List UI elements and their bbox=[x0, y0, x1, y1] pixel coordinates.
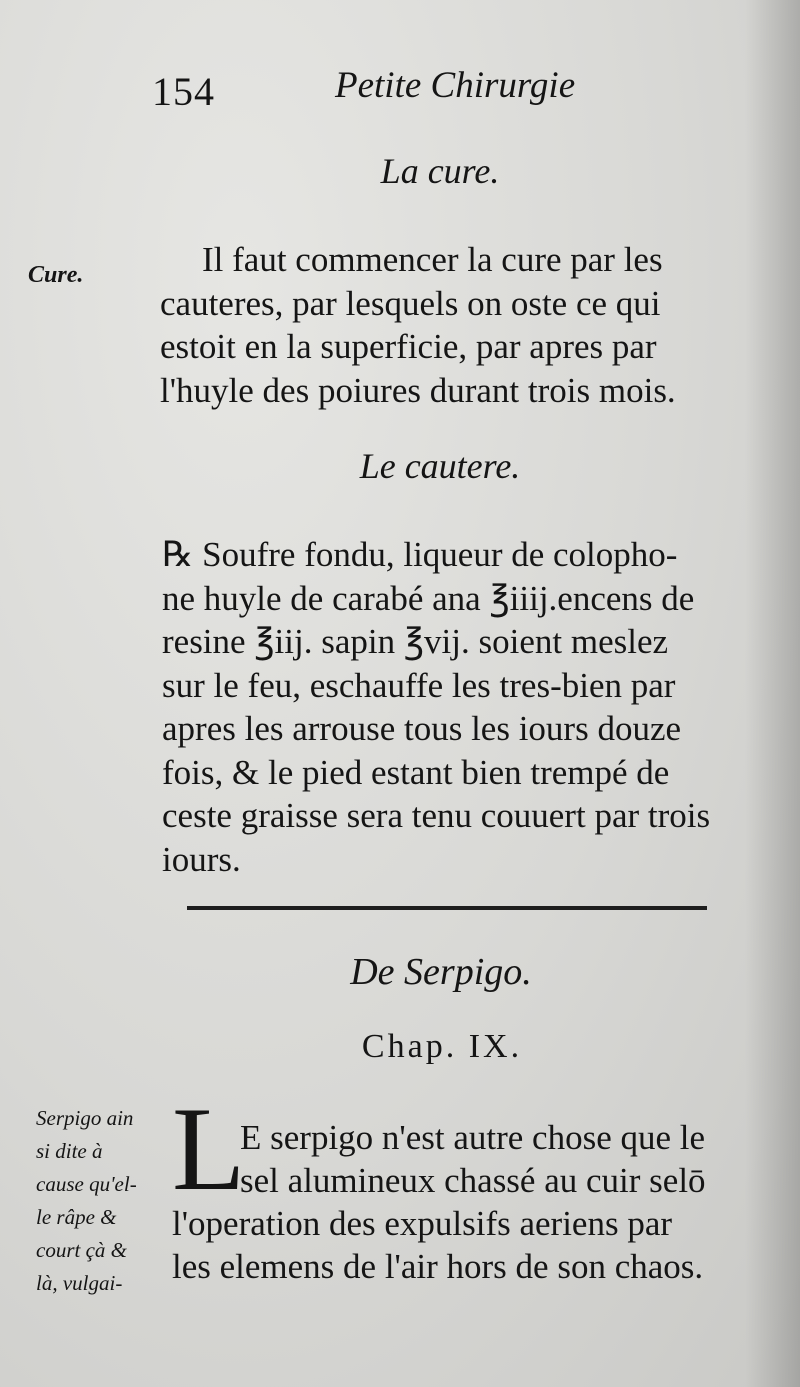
text-line: Il faut commencer la cure par les bbox=[202, 240, 663, 279]
page-number: 154 bbox=[152, 69, 215, 114]
text-line: estoit en la superficie, par apres par bbox=[160, 327, 657, 366]
text-line: ceste graisse sera tenu couuert par trois bbox=[162, 796, 711, 835]
side-note-serpigo bbox=[36, 1102, 137, 1300]
section-heading-cautere: Le cautere. bbox=[359, 446, 521, 486]
running-title: Petite Chirurgie bbox=[335, 65, 576, 106]
chapter-title: De Serpigo. bbox=[350, 951, 532, 993]
side-note-line: court çà & bbox=[36, 1238, 127, 1262]
text-line: cauteres, par lesquels on oste ce qui bbox=[160, 283, 661, 323]
text-line: ne huyle de carabé ana ℥iiij.encens de bbox=[162, 578, 695, 618]
side-note-line: le râpe & bbox=[36, 1205, 117, 1229]
side-note-line: si dite à bbox=[36, 1139, 103, 1163]
text-line: resine ℥iij. sapin ℥vij. soient meslez bbox=[162, 622, 669, 661]
horizontal-rule bbox=[187, 906, 707, 910]
text-line: sel alumineux chassé au cuir selō bbox=[240, 1161, 706, 1200]
paragraph-cure bbox=[160, 238, 676, 412]
text-line: les elemens de l'air hors de son chaos. bbox=[172, 1247, 704, 1286]
text-line: E serpigo n'est autre chose que le bbox=[240, 1118, 706, 1157]
side-note-line: là, vulgai- bbox=[36, 1271, 123, 1295]
side-note-line: cause qu'el- bbox=[36, 1172, 137, 1196]
text-line: fois, & le pied estant bien trempé de bbox=[162, 752, 670, 792]
text-line: apres les arrouse tous les iours douze bbox=[162, 709, 682, 748]
text-line: l'huyle des poiures durant trois mois. bbox=[160, 370, 676, 410]
text-line: l'operation des expulsifs aeriens par bbox=[172, 1204, 673, 1243]
text-line: iours. bbox=[162, 839, 241, 879]
margin-note-cure: Cure. bbox=[28, 262, 84, 288]
text-line: ℞ Soufre fondu, liqueur de colopho- bbox=[162, 535, 678, 574]
paragraph-serpigo bbox=[172, 1116, 706, 1288]
page-edge-shadow bbox=[745, 0, 800, 1387]
paragraph-cautere bbox=[162, 533, 710, 881]
section-heading-cure: La cure. bbox=[380, 151, 500, 191]
text-line: sur le feu, eschauffe les tres-bien par bbox=[162, 665, 676, 705]
side-note-line: Serpigo ain bbox=[36, 1106, 134, 1130]
drop-cap: L bbox=[172, 1082, 246, 1215]
chapter-number: Chap. IX. bbox=[361, 1028, 523, 1065]
